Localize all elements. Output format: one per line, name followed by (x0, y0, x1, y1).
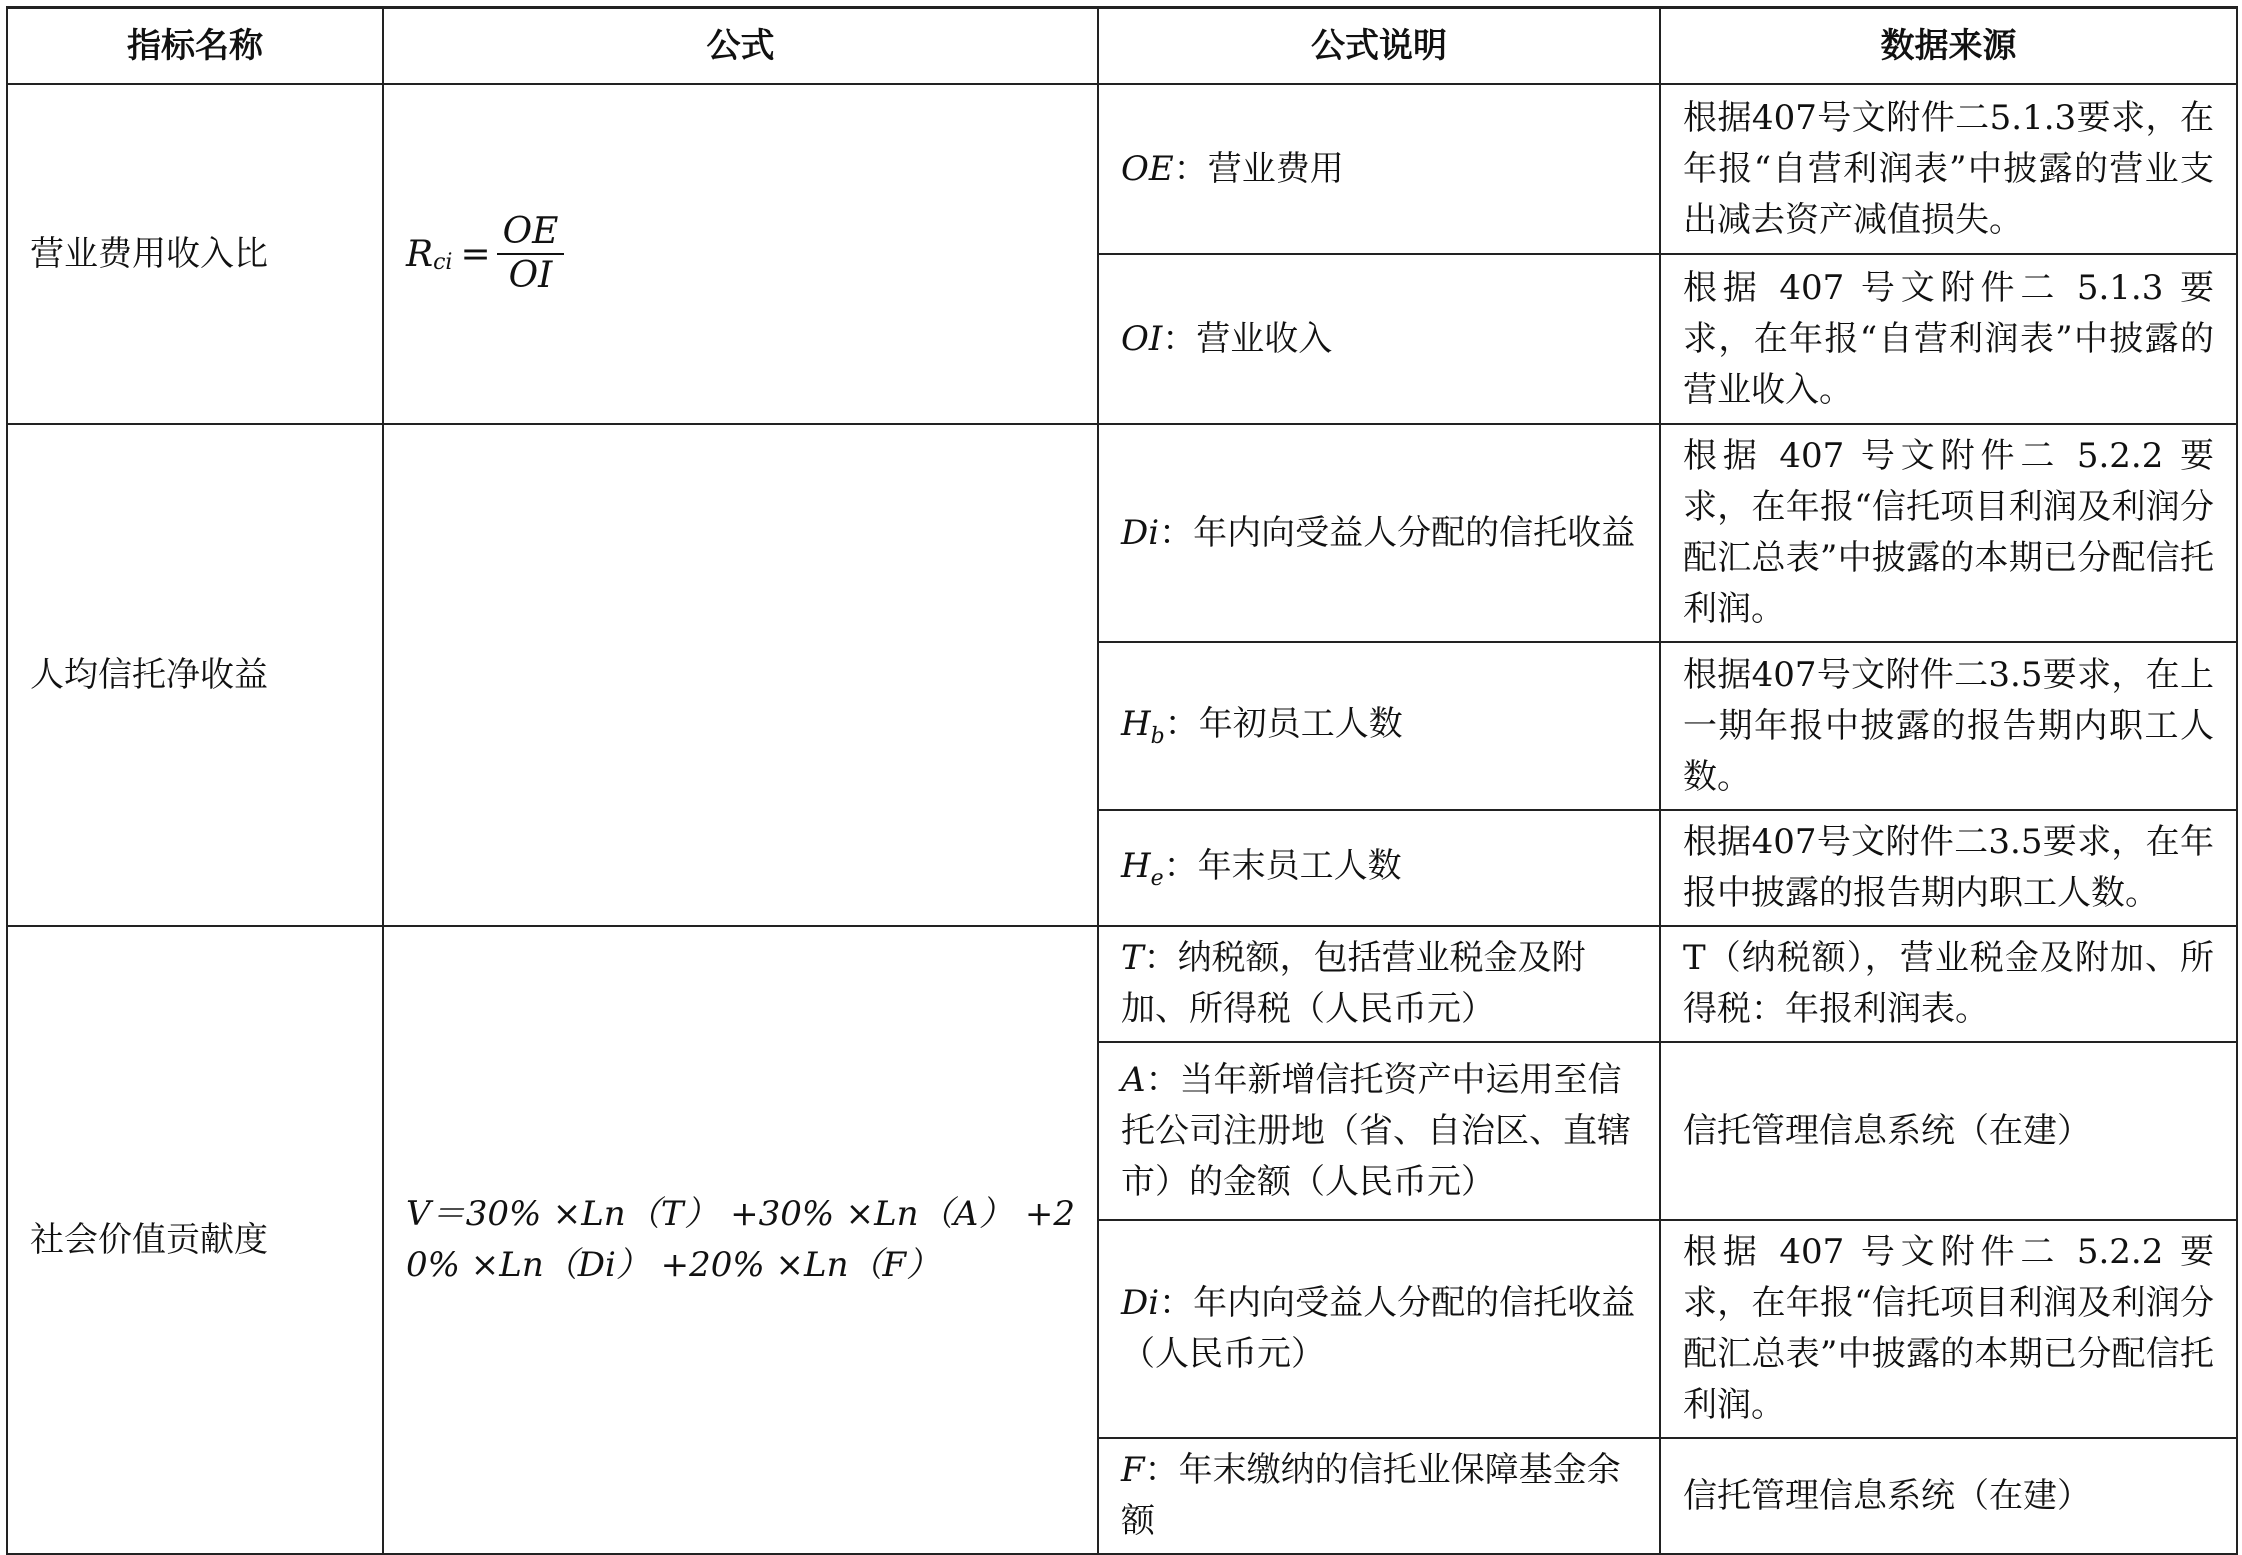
formula-explanation-cell (1098, 424, 1660, 642)
variable-subscript: b (1150, 723, 1165, 749)
header-formula: 公式 (383, 8, 1098, 85)
fraction-denominator: OI (508, 255, 553, 296)
header-row (7, 8, 2237, 85)
formula-cell (383, 926, 1098, 1554)
variable-description: ：营业费用 (1173, 148, 1344, 189)
formula-explanation-cell (1098, 926, 1660, 1042)
formula-equals: = (460, 233, 491, 275)
variable-symbol: A (1121, 1059, 1146, 1100)
variable-symbol: F (1121, 1450, 1145, 1490)
variable-description: ：年内向受益人分配的信托收益（人民币元） (1121, 1283, 1636, 1374)
table-row (7, 424, 2237, 642)
indicator-name-cell: 人均信托净收益 (7, 424, 383, 926)
formula-explanation-cell (1098, 254, 1660, 424)
table-row (7, 84, 2237, 254)
fraction-formula (406, 211, 1075, 297)
formula-explanation-cell (1098, 1042, 1660, 1220)
indicator-name-cell: 社会价值贡献度 (7, 926, 383, 1554)
variable-description: ：年末员工人数 (1163, 845, 1402, 886)
variable-description: ：年初员工人数 (1164, 703, 1403, 744)
variable-symbol: OE (1121, 148, 1174, 189)
variable-description: ：年末缴纳的信托业保障基金余额 (1121, 1450, 1621, 1541)
variable-description: ：当年新增信托资产中运用至信托公司注册地（省、自治区、直辖市）的金额（人民币元） (1121, 1059, 1631, 1202)
variable-subscript: e (1150, 865, 1164, 891)
table-row (7, 926, 2237, 1042)
indicator-table (6, 6, 2238, 1555)
data-source-cell: 根据 407 号文附件二 5.2.2 要求，在年报“信托项目利润及利润分配汇总表”中披露的本期已分配信托利润。 (1660, 1220, 2237, 1438)
header-data-source: 数据来源 (1660, 8, 2237, 85)
variable-symbol: T (1121, 938, 1144, 978)
formula-explanation-cell (1098, 84, 1660, 254)
variable-description: ：年内向受益人分配的信托收益 (1159, 512, 1636, 553)
indicator-name-cell: 营业费用收入比 (7, 84, 383, 424)
variable-description: ：营业收入 (1162, 318, 1333, 359)
data-source-cell: 根据407号文附件二3.5要求，在上一期年报中披露的报告期内职工人数。 (1660, 642, 2237, 810)
data-source-cell: 信托管理信息系统（在建） (1660, 1042, 2237, 1220)
header-formula-explanation: 公式说明 (1098, 8, 1660, 85)
indicator-table-container (6, 6, 2236, 1541)
formula-explanation-cell (1098, 642, 1660, 810)
variable-symbol: H (1121, 845, 1151, 886)
formula-explanation-cell (1098, 1438, 1660, 1554)
formula-cell (383, 84, 1098, 424)
variable-symbol: Di (1121, 512, 1160, 553)
data-source-cell: T（纳税额），营业税金及附加、所得税：年报利润表。 (1660, 926, 2237, 1042)
data-source-cell: 根据407号文附件二5.1.3要求，在年报“自营利润表”中披露的营业支出减去资产减值损失。 (1660, 84, 2237, 254)
header-indicator-name: 指标名称 (7, 8, 383, 85)
social-value-formula: V＝30% ×Ln（T） +30% ×Ln（A） +20% ×Ln（Di） +20% ×Ln（F） (406, 1194, 1075, 1285)
data-source-cell: 信托管理信息系统（在建） (1660, 1438, 2237, 1554)
formula-lhs: R (406, 233, 434, 275)
formula-cell-empty (383, 424, 1098, 926)
variable-description: ：纳税额，包括营业税金及附加、所得税（人民币元） (1121, 938, 1586, 1029)
formula-explanation-cell (1098, 1220, 1660, 1438)
variable-symbol: H (1121, 703, 1151, 744)
formula-lhs-subscript: ci (433, 249, 453, 275)
variable-symbol: Di (1121, 1283, 1160, 1323)
data-source-cell: 根据 407 号文附件二 5.1.3 要求，在年报“自营利润表”中披露的营业收入。 (1660, 254, 2237, 424)
data-source-cell: 根据407号文附件二3.5要求，在年报中披露的报告期内职工人数。 (1660, 810, 2237, 926)
formula-fraction (497, 211, 565, 297)
fraction-numerator: OE (497, 211, 565, 255)
data-source-cell: 根据 407 号文附件二 5.2.2 要求，在年报“信托项目利润及利润分配汇总表”中披露的本期已分配信托利润。 (1660, 424, 2237, 642)
variable-symbol: OI (1121, 318, 1163, 359)
formula-explanation-cell (1098, 810, 1660, 926)
